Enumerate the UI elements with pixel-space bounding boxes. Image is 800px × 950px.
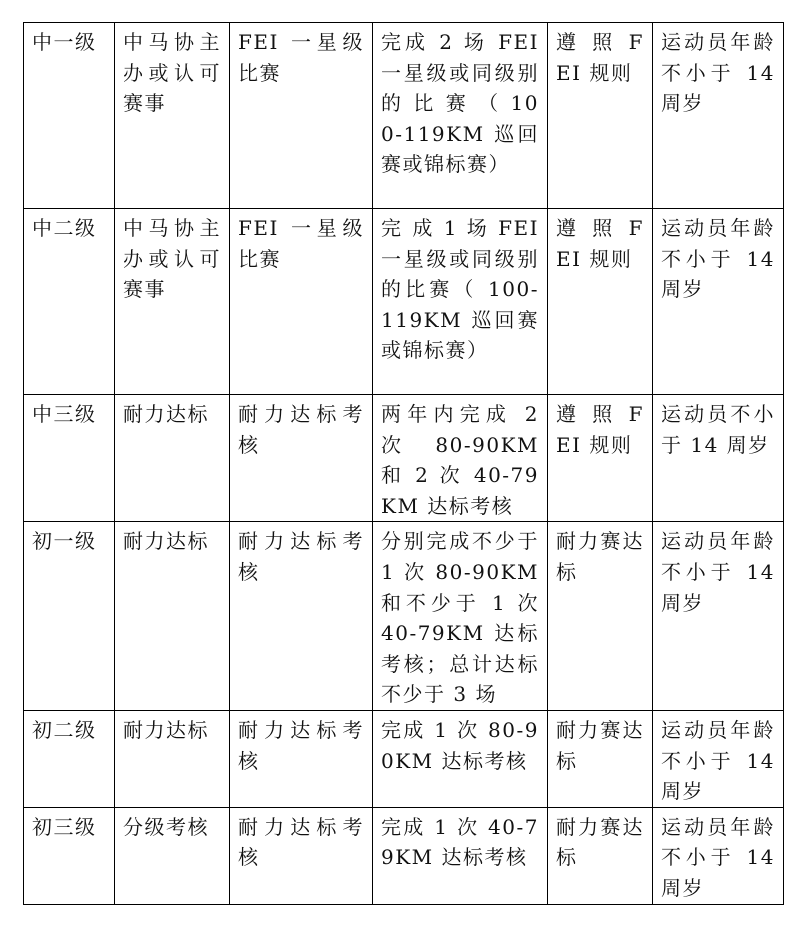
rules-cell: 遵 照 FEI 规则 [548,395,653,522]
level-cell: 中一级 [24,23,115,209]
requirement-cell: 完成 1 次 40-79KM 达标考核 [373,807,548,904]
age-cell: 运动员年龄不小于 14 周岁 [653,522,784,711]
rules-cell: 耐力赛达标 [548,710,653,807]
document-page [23,22,784,905]
event-type-cell: 耐力达标考核 [230,807,373,904]
level-cell: 中二级 [24,209,115,395]
rules-cell: 遵 照 FEI 规则 [548,209,653,395]
organizer-cell: 耐力达标 [115,395,230,522]
age-cell: 运动员年龄不小于 14 周岁 [653,23,784,209]
level-cell: 初二级 [24,710,115,807]
rules-cell: 耐力赛达标 [548,522,653,711]
level-cell: 中三级 [24,395,115,522]
organizer-cell: 中马协主办或认可赛事 [115,209,230,395]
organizer-cell: 耐力达标 [115,710,230,807]
level-cell: 初三级 [24,807,115,904]
table-row [24,209,784,395]
event-type-cell: FEI 一星级比赛 [230,23,373,209]
requirement-cell: 分别完成不少于 1 次 80-90KM 和不少于 1 次 40-79KM 达标考核；总计达标不少于 3 场 [373,522,548,711]
requirement-cell: 完成 2 场 FEI 一星级或同级别 的 比 赛 （ 100-119KM 巡回赛或锦标赛） [373,23,548,209]
requirement-cell: 完 成 1 场 FEI 一星级或同级别的比赛（ 100-119KM 巡回赛或锦标赛） [373,209,548,395]
organizer-cell: 中马协主办或认可赛事 [115,23,230,209]
requirement-cell: 完成 1 次 80-90KM 达标考核 [373,710,548,807]
event-type-cell: 耐力达标考核 [230,522,373,711]
grade-requirements-table [23,22,784,905]
table-row [24,522,784,711]
rules-cell: 遵 照 FEI 规则 [548,23,653,209]
age-cell: 运动员年龄不小于 14 周岁 [653,209,784,395]
table-row [24,807,784,904]
age-cell: 运动员不小于 14 周岁 [653,395,784,522]
table-row [24,710,784,807]
event-type-cell: 耐力达标考核 [230,710,373,807]
table-row [24,395,784,522]
event-type-cell: 耐力达标考核 [230,395,373,522]
table-row [24,23,784,209]
age-cell: 运动员年龄不小于 14 周岁 [653,710,784,807]
rules-cell: 耐力赛达标 [548,807,653,904]
event-type-cell: FEI 一星级比赛 [230,209,373,395]
organizer-cell: 分级考核 [115,807,230,904]
requirement-cell: 两年内完成 2 次 80-90KM 和 2 次 40-79KM 达标考核 [373,395,548,522]
age-cell: 运动员年龄不小于 14 周岁 [653,807,784,904]
organizer-cell: 耐力达标 [115,522,230,711]
level-cell: 初一级 [24,522,115,711]
